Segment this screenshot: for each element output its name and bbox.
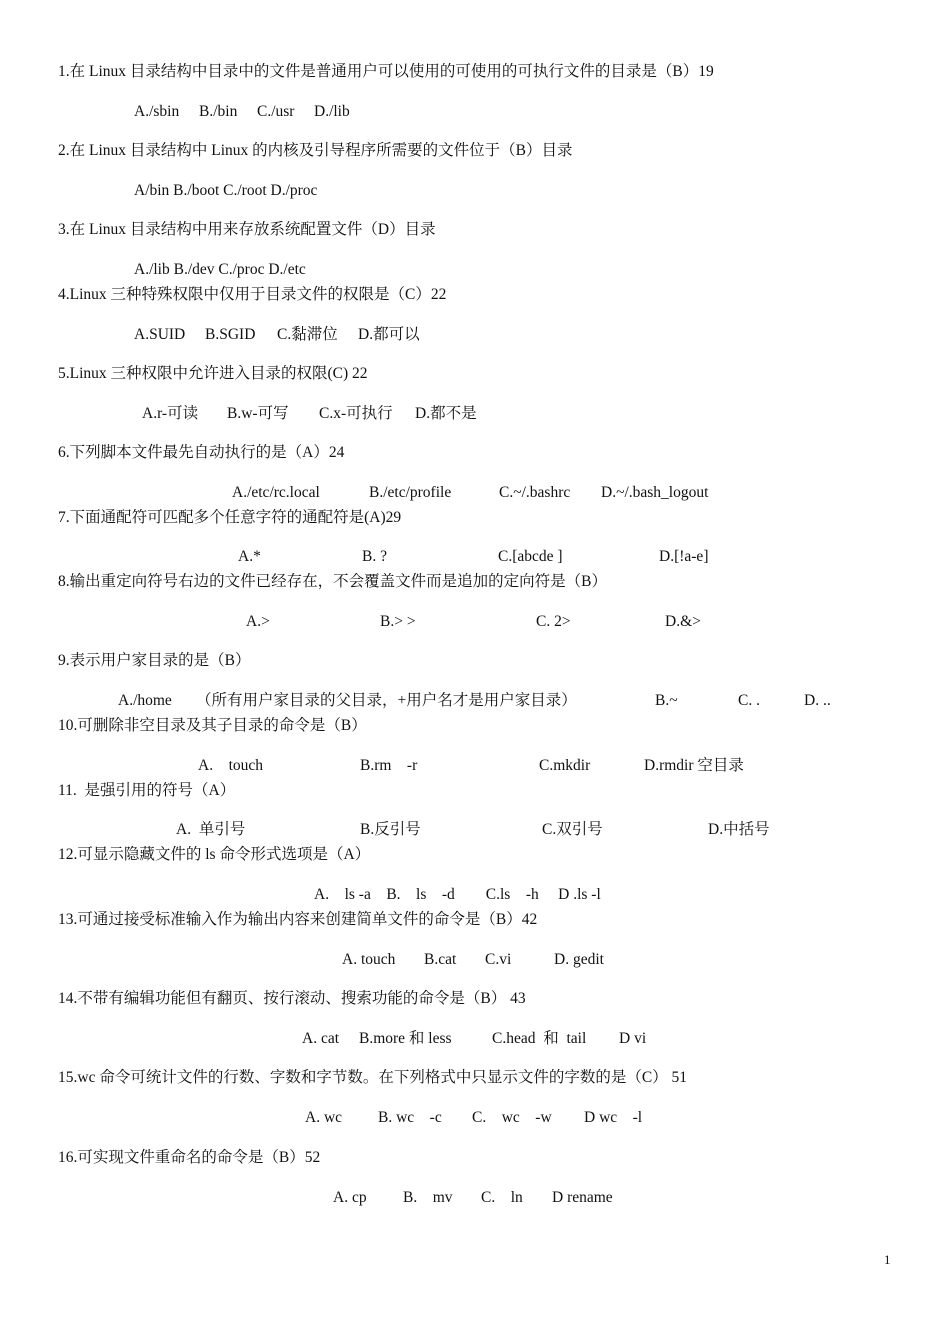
option-note: （所有用户家目录的父目录，+用户名才是用户家目录）	[196, 692, 577, 709]
option: D.中括号	[708, 821, 770, 838]
option: A.*	[238, 548, 261, 565]
question-text: 11. 是强引用的符号（A）	[58, 782, 236, 799]
question-text: 10.可删除非空目录及其子目录的命令是（B）	[58, 717, 367, 734]
option: C.vi	[485, 951, 512, 968]
question-text: 2.在 Linux 目录结构中 Linux 的内核及引导程序所需要的文件位于（B）目录	[58, 142, 573, 159]
option: D.~/.bash_logout	[601, 484, 709, 501]
option: B.w-可写	[227, 405, 289, 422]
option: A. wc	[305, 1109, 343, 1126]
question-text: 13.可通过接受标准输入作为输出内容来创建简单文件的命令是（B）42	[58, 911, 538, 928]
question-text: 14.不带有编辑功能但有翻页、按行滚动、搜索功能的命令是（B） 43	[58, 990, 526, 1007]
option: B.> >	[380, 613, 416, 630]
option: A./home	[118, 692, 172, 709]
option: B.more 和 less	[359, 1030, 452, 1047]
option: D.都可以	[358, 326, 420, 343]
option: A./sbin	[134, 103, 180, 120]
option: C.head 和 tail	[492, 1030, 587, 1047]
option: D.都不是	[415, 405, 477, 422]
question-text: 1.在 Linux 目录结构中目录中的文件是普通用户可以使用的可使用的可执行文件的目录是（B）19	[58, 63, 714, 80]
option: B. wc -c	[378, 1109, 442, 1126]
option: B.反引号	[360, 821, 421, 838]
option: C.~/.bashrc	[499, 484, 571, 501]
option: C.双引号	[542, 821, 603, 838]
option: B.cat	[424, 951, 457, 968]
option: C. .	[738, 692, 760, 709]
option: B./etc/profile	[369, 484, 452, 501]
option: C.mkdir	[539, 757, 591, 774]
option: C./usr	[257, 103, 295, 120]
page-number: 1	[884, 1252, 891, 1267]
option: D. ..	[804, 692, 831, 709]
option: A./lib B./dev C./proc D./etc	[134, 261, 306, 278]
question-text: 6.下列脚本文件最先自动执行的是（A）24	[58, 444, 345, 461]
option: B. mv	[403, 1189, 453, 1206]
question-text: 7.下面通配符可匹配多个任意字符的通配符是(A)29	[58, 509, 402, 526]
option: C.x-可执行	[319, 405, 393, 422]
option: D.rmdir 空目录	[644, 757, 744, 774]
option: B. ?	[362, 548, 387, 565]
question-text: 4.Linux 三种特殊权限中仅用于目录文件的权限是（C）22	[58, 286, 447, 303]
option: A. cp	[333, 1189, 367, 1206]
option: D rename	[552, 1189, 613, 1206]
option: A.SUID	[134, 326, 186, 343]
option: A. touch	[342, 951, 396, 968]
option: A. 单引号	[176, 821, 246, 838]
option: D wc -l	[584, 1109, 643, 1126]
option: B./bin	[199, 103, 238, 120]
option: D.[!a-e]	[659, 548, 709, 565]
question-text: 12.可显示隐藏文件的 ls 命令形式选项是（A）	[58, 846, 371, 863]
option: A. touch	[198, 757, 264, 774]
option: A./etc/rc.local	[232, 484, 320, 501]
option: D. gedit	[554, 951, 604, 968]
option: A. cat	[302, 1030, 340, 1047]
option: B.~	[655, 692, 678, 709]
option: A.r-可读	[142, 405, 199, 422]
option: B.SGID	[205, 326, 256, 343]
option: C.[abcde ]	[498, 548, 563, 565]
option: A.>	[246, 613, 270, 630]
question-text: 16.可实现文件重命名的命令是（B）52	[58, 1149, 321, 1166]
option: D./lib	[314, 103, 350, 120]
option: A. ls -a B. ls -d C.ls -h D .ls -l	[314, 886, 601, 903]
question-text: 8.输出重定向符号右边的文件已经存在，不会覆盖文件而是追加的定向符是（B）	[58, 573, 607, 590]
option: A/bin B./boot C./root D./proc	[134, 182, 318, 199]
question-text: 3.在 Linux 目录结构中用来存放系统配置文件（D）目录	[58, 221, 436, 238]
option: C. ln	[481, 1189, 523, 1206]
option: D.&>	[665, 613, 701, 630]
option: B.rm -r	[360, 757, 418, 774]
option: D vi	[619, 1030, 647, 1047]
option: C.黏滞位	[277, 326, 338, 343]
question-text: 5.Linux 三种权限中允许进入目录的权限(C) 22	[58, 365, 368, 382]
question-text: 9.表示用户家目录的是（B）	[58, 652, 251, 669]
option: C. 2>	[536, 613, 571, 630]
option: C. wc -w	[472, 1109, 552, 1126]
question-text: 15.wc 命令可统计文件的行数、字数和字节数。在下列格式中只显示文件的字数的是（C） 51	[58, 1069, 688, 1086]
